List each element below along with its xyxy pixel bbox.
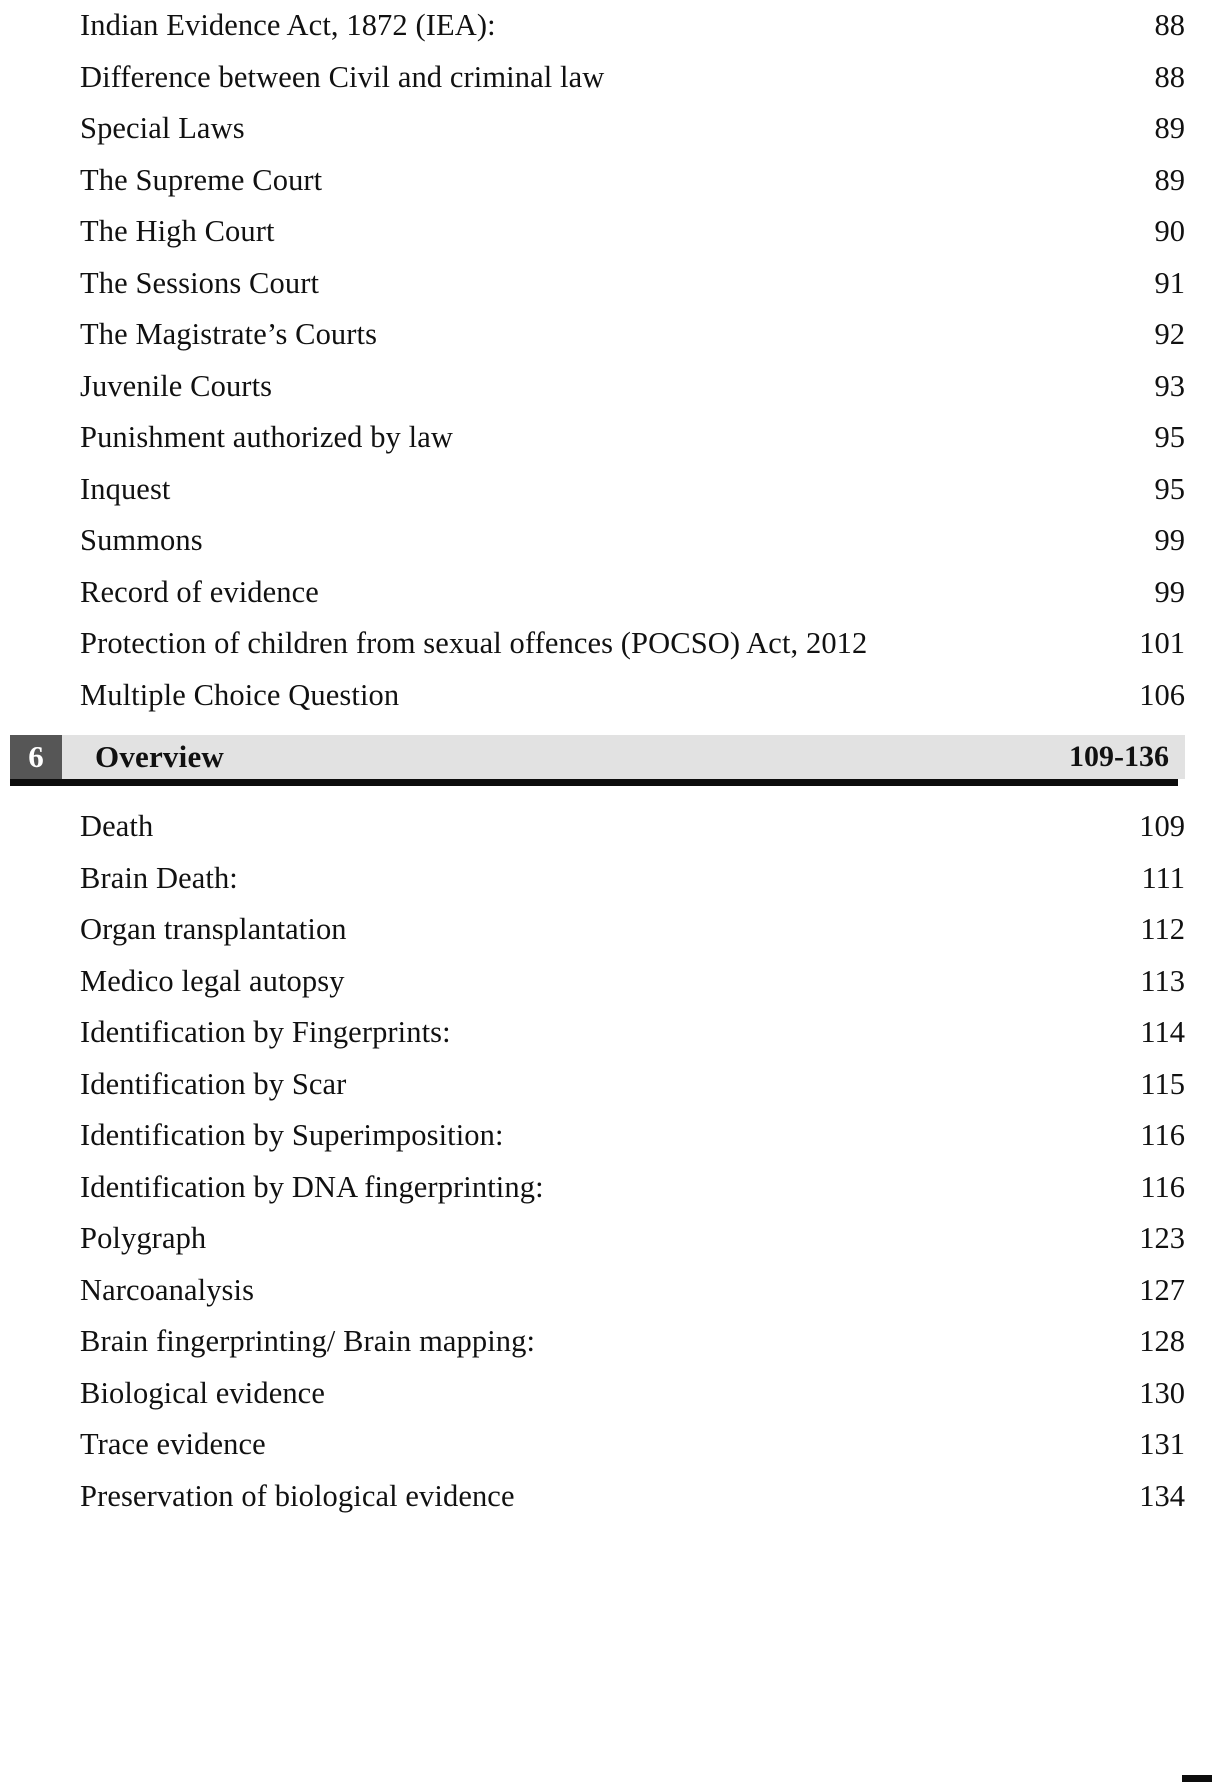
toc-entry-page-number: 113 [1140,963,1185,998]
toc-entry-title: Medico legal autopsy [80,963,345,998]
toc-entry-title: Juvenile Courts [80,368,273,403]
toc-entry-page-number: 130 [1139,1375,1185,1410]
toc-entry-title: Inquest [80,471,171,506]
toc-entry-title: Identification by Scar [80,1066,347,1101]
toc-entry-title: Biological evidence [80,1375,325,1410]
toc-leader-dots [320,601,1145,602]
toc-entry[interactable] [0,464,1214,516]
toc-entry-title: Multiple Choice Question [80,677,400,712]
toc-entry-title: Death [80,809,154,843]
toc-entry-page-number: 115 [1140,1066,1185,1101]
toc-entry-title: Punishment authorized by law [80,420,453,454]
toc-entry-title: Record of evidence [80,574,319,609]
toc-entry[interactable] [0,103,1214,155]
toc-entry-page-number: 91 [1154,265,1185,300]
toc-entry-page-number: 116 [1140,1169,1185,1204]
toc-leader-dots [154,835,1136,836]
toc-entry[interactable] [0,1110,1214,1162]
toc-entry-page-number: 88 [1154,8,1185,42]
toc-entry-title: Brain fingerprinting/ Brain mapping: [80,1324,536,1358]
toc-entry[interactable] [0,515,1214,567]
toc-entry-title: Organ transplantation [80,912,347,946]
toc-leader-dots [326,1402,1136,1403]
toc-entry-title: Difference between Civil and criminal law [80,59,605,94]
toc-entry[interactable] [0,853,1214,905]
toc-leader-dots [516,1505,1137,1506]
toc-entry-page-number: 92 [1154,317,1185,351]
toc-entry-title: The Sessions Court [80,265,320,300]
toc-entry-page-number: 111 [1141,860,1185,895]
toc-entry-title: Special Laws [80,111,245,145]
toc-entry[interactable] [0,1265,1214,1317]
toc-entry-title: The High Court [80,214,275,248]
toc-entry[interactable] [0,670,1214,722]
toc-entry[interactable] [0,567,1214,619]
toc-leader-dots [454,446,1145,447]
toc-entry[interactable] [0,1213,1214,1265]
toc-leader-dots [605,86,1144,87]
toc-leader-dots [378,343,1144,344]
toc-entry-page-number: 114 [1140,1015,1185,1049]
toc-leader-dots [276,240,1145,241]
toc-entry-title: Protection of children from sexual offences (POCSO) Act, 2012 [80,626,868,660]
toc-entry-page-number: 134 [1139,1478,1185,1513]
toc-leader-dots [267,1453,1137,1454]
toc-entry-title: Identification by DNA fingerprinting: [80,1169,544,1204]
toc-entry-page-number: 99 [1154,523,1185,557]
toc-leader-dots [255,1299,1136,1300]
toc-entry-title: Identification by Fingerprints: [80,1015,451,1049]
toc-leader-dots [246,137,1145,138]
toc-entry[interactable] [0,206,1214,258]
toc-entry-page-number: 89 [1154,162,1185,197]
toc-entry[interactable] [0,309,1214,361]
toc-entry-page-number: 88 [1154,59,1185,94]
toc-entry-page-number: 99 [1154,574,1185,609]
toc-entry-page-number: 127 [1139,1272,1185,1307]
toc-entry[interactable] [0,412,1214,464]
toc-section-lower [0,801,1214,1522]
toc-entry-page-number: 131 [1139,1427,1185,1461]
toc-entry-title: The Magistrate’s Courts [80,317,378,351]
chapter-page-range: 109-136 [1069,740,1169,773]
toc-leader-dots [346,990,1138,991]
chapter-number-label: 6 [28,739,44,774]
toc-entry-title: Trace evidence [80,1427,266,1461]
toc-entry-page-number: 93 [1154,368,1185,403]
toc-leader-dots [497,34,1145,35]
chapter-header-block [0,735,1214,786]
chapter-divider-rule [10,779,1178,786]
toc-entry-page-number: 95 [1154,471,1185,506]
toc-entry-page-number: 128 [1139,1324,1185,1358]
toc-entry-title: Polygraph [80,1221,207,1255]
toc-leader-dots [536,1350,1136,1351]
toc-entry[interactable] [0,1419,1214,1471]
toc-leader-dots [320,292,1144,293]
toc-entry-page-number: 116 [1140,1118,1185,1152]
toc-entry-page-number: 106 [1139,677,1185,712]
toc-entry-title: Identification by Superimposition: [80,1118,504,1152]
chapter-title: Overview [95,739,224,774]
toc-leader-dots [452,1041,1138,1042]
toc-leader-dots [400,704,1136,705]
toc-entry[interactable] [0,258,1214,310]
toc-section-upper [0,0,1214,721]
toc-leader-dots [239,887,1139,888]
toc-entry[interactable] [0,1368,1214,1420]
toc-entry-page-number: 95 [1154,420,1185,454]
toc-entry-title: The Supreme Court [80,162,323,197]
toc-entry[interactable] [0,1316,1214,1368]
toc-entry[interactable] [0,956,1214,1008]
chapter-header-band[interactable] [10,735,1185,779]
toc-entry[interactable] [0,155,1214,207]
toc-entry[interactable] [0,0,1214,52]
toc-entry[interactable] [0,904,1214,956]
page-edge-artifact [1182,1775,1212,1782]
toc-leader-dots [505,1144,1138,1145]
toc-entry-page-number: 112 [1140,912,1185,946]
toc-entry-title: Brain Death: [80,860,238,895]
toc-entry[interactable] [0,52,1214,104]
toc-leader-dots [868,652,1136,653]
toc-entry-title: Preservation of biological evidence [80,1478,515,1513]
toc-entry[interactable] [0,801,1214,853]
toc-leader-dots [273,395,1144,396]
toc-entry-page-number: 101 [1139,626,1185,660]
toc-entry[interactable] [0,1471,1214,1523]
toc-leader-dots [172,498,1145,499]
toc-leader-dots [207,1247,1136,1248]
toc-leader-dots [347,1093,1137,1094]
toc-entry-page-number: 123 [1139,1221,1185,1255]
toc-entry[interactable] [0,1162,1214,1214]
toc-leader-dots [204,549,1145,550]
toc-entry[interactable] [0,1059,1214,1111]
toc-leader-dots [545,1196,1138,1197]
toc-entry-page-number: 109 [1139,809,1185,843]
toc-entry[interactable] [0,618,1214,670]
toc-leader-dots [323,189,1144,190]
toc-entry[interactable] [0,361,1214,413]
toc-entry-page-number: 89 [1154,111,1185,145]
toc-leader-dots [348,938,1138,939]
chapter-number-box [10,735,62,779]
toc-entry-title: Narcoanalysis [80,1272,255,1307]
toc-entry-title: Indian Evidence Act, 1872 (IEA): [80,8,496,42]
toc-entry-page-number: 90 [1154,214,1185,248]
toc-entry-title: Summons [80,523,203,557]
toc-entry[interactable] [0,1007,1214,1059]
